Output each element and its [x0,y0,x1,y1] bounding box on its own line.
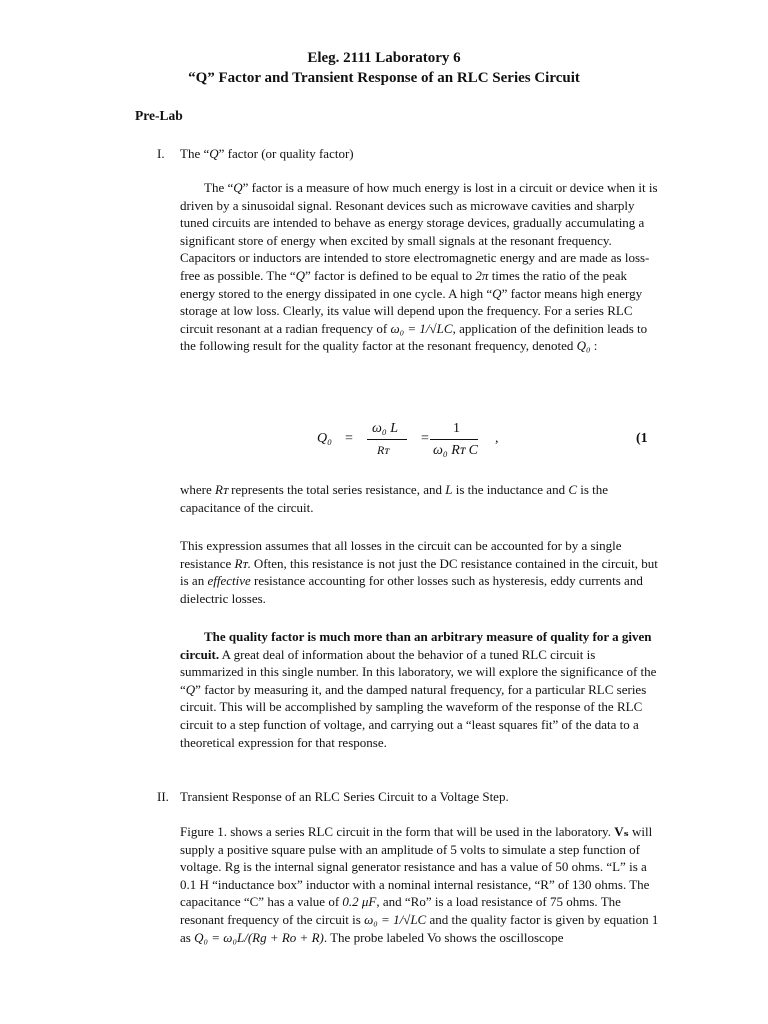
eq-comma: , [495,431,499,446]
capacitance-value: 0.2 μF [342,894,377,910]
q0-formula: Q₀ = ω₀L/(Rg + Ro + R) [194,929,324,945]
q-symbol: Q [295,267,306,283]
paragraph-figure-1 [180,823,660,946]
text: is the inductance and [452,482,569,497]
text: . Often, this resistance is not just the DC resistance contained in the circuit, but is an [180,555,658,589]
text: , application of the definition leads to the following result for the quality factor at the resonant frequency, denoted [180,320,648,354]
bold-statement: The quality factor is much more than an arbitrary measure of quality for a given circuit. [180,629,652,662]
q0-symbol: Q₀ [576,338,591,354]
q-symbol: Q [492,285,502,301]
equation-number: (1 [636,431,648,446]
text: Figure 1. shows a series RLC circuit in the form that will be used in the laboratory. [180,824,615,839]
text: resistance accounting for other losses such as hysteresis, eddy currents and dielectric losses. [180,573,643,606]
q-symbol: Q [185,681,196,697]
text: ” factor is a measure of how much energy is lost in a circuit or device when it is driven by a sinusoidal signal. Resonant devices such as microwave cavities and sharply tuned circuits are intended to behave as energy storage devices, gradually accumulating a significant store of energy when excited by small signals at the resonant frequency. Capacitors or inductors are intended to store electromagnetic energy and are made as loss-free as possible. The “ [180,180,658,283]
eq-equals: = [421,431,429,446]
effective-emphasis: effective [207,573,251,589]
paragraph-losses [180,537,660,607]
omega-formula: ω₀ = 1/√LC [390,320,453,336]
text: ” factor means high energy storage at low loss. Clearly, its value will depend upon the frequency. For a series RLC circuit resonant at a radian frequency of [180,285,643,336]
eq-denominator-1: Rᴛ [377,443,389,457]
text: represents the total series resistance, and [227,482,446,497]
fraction-bar [430,439,478,440]
section-1-title-pre: The “ [180,146,210,161]
text: ” factor by measuring it, and the damped natural frequency, for a particular RLC series circuit. This will be accomplished by sampling the waveform of the response of the RLC circuit to a step function of voltage, and carrying out a “least squares fit” of the data to a theoretical expression for that response. [180,681,647,750]
text: The “ [204,180,234,195]
eq-lhs: Q₀ [317,431,332,446]
text: times the ratio of the peak energy stored to the energy dissipated in one cycle. A high “ [180,267,628,301]
eq-numerator-1: ω₀ L [372,421,399,436]
document-title: Eleg. 2111 Laboratory 6 [307,50,461,66]
section-1-numeral: I. [157,146,165,161]
eq-numerator-2: 1 [453,421,460,436]
q-symbol: Q [209,146,219,161]
document-subtitle: “Q” Factor and Transient Response of an RLC Series Circuit [188,70,580,86]
c-symbol: C [568,482,578,497]
rt-symbol: Rᴛ [234,555,248,571]
paragraph-quality-factor-significance [180,628,660,751]
text: : [590,338,598,354]
eq-equals: = [345,431,353,446]
section-1-title [180,145,354,163]
omega-formula: ω₀ = 1/√LC [364,911,427,927]
fraction-bar [367,439,407,440]
prelab-heading: Pre-Lab [135,108,183,123]
text: will supply a positive square pulse with an amplitude of 5 volts to simulate a step function of voltage. Rg is the internal signal generator resistance and has a value of 50 ohms. “L” is a 0.1 H “inductance box” inductor with a nominal internal resistance, “R” of 130 ohms. The capacitance “C” has a value of [180,824,653,910]
text: where [180,482,216,497]
text: This expression assumes that all losses in the circuit can be accounted for by a single resistance [180,538,622,571]
q-symbol: Q [233,180,243,195]
paragraph-where [180,481,660,516]
rt-symbol: Rᴛ [215,482,228,497]
l-symbol: L [445,482,453,497]
eq-denominator-2: ω₀ Rᴛ C [433,443,478,458]
paragraph-q-factor-definition [180,179,660,355]
text: is the capacitance of the circuit. [180,482,609,515]
text: , and “Ro” is a load resistance of 75 ohms. The resonant frequency of the circuit is [180,894,621,927]
section-2-numeral: II. [157,789,169,804]
text: ” factor is defined to be equal to [305,267,476,283]
text: A great deal of information about the behavior of a tuned RLC circuit is summarized in this single number. In this laboratory, we will explore the significance of the “ [180,646,657,697]
two-pi-symbol: 2π [475,267,489,283]
vs-symbol: Vₛ [614,824,629,839]
text: . The probe labeled Vo shows the oscilloscope [323,929,564,945]
text: and the quality factor is given by equation 1 as [180,911,659,945]
section-1-title-post: ” factor (or quality factor) [218,146,354,161]
section-2-title: Transient Response of an RLC Series Circuit to a Voltage Step. [180,789,509,804]
